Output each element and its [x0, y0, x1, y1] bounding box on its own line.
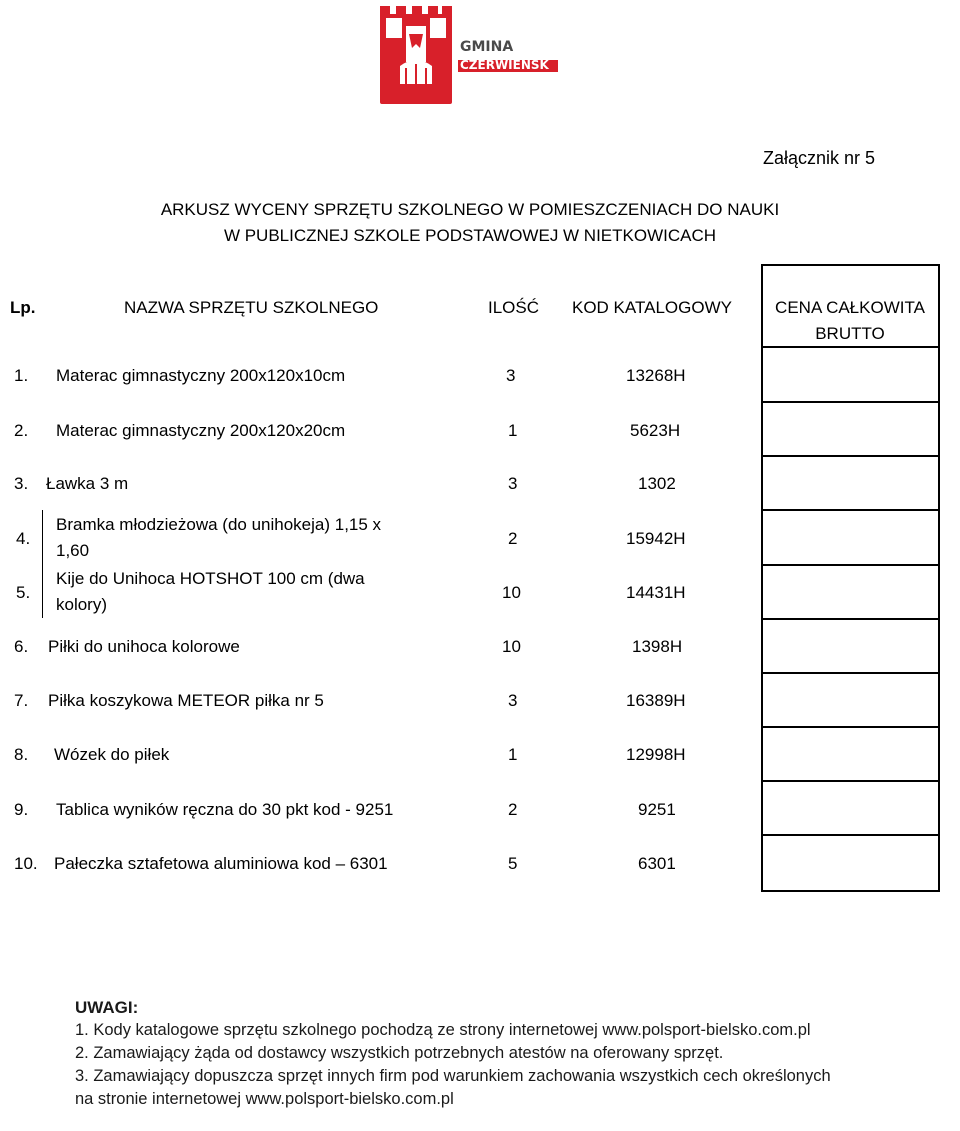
row-divider	[761, 618, 940, 620]
table-bottom-border	[761, 890, 940, 892]
row-5-qty: 10	[502, 583, 521, 602]
row-9-code: 9251	[638, 800, 676, 819]
header-price-line1: CENA CAŁKOWITA	[775, 298, 925, 317]
row-divider	[761, 564, 940, 566]
row-5-lp: 5.	[16, 583, 31, 602]
row-divider	[761, 509, 940, 511]
row-9-qty: 2	[508, 800, 518, 819]
logo-text-czerwiensk: CZERWIEŃSK	[460, 58, 549, 72]
header-qty: ILOŚĆ	[488, 298, 540, 317]
notes-heading: UWAGI:	[75, 998, 139, 1017]
coat-of-arms-icon	[376, 4, 566, 108]
row-3-lp: 3.	[14, 474, 29, 493]
row-divider	[761, 780, 940, 782]
row-6-name: Piłki do unihoca kolorowe	[48, 637, 240, 656]
header-name: NAZWA SPRZĘTU SZKOLNEGO	[124, 298, 379, 317]
row-2-name: Materac gimnastyczny 200x120x20cm	[56, 421, 346, 440]
row-6-qty: 10	[502, 637, 521, 656]
notes-section	[75, 996, 960, 1111]
equipment-table	[0, 264, 940, 892]
row-8-name: Wózek do piłek	[54, 745, 170, 764]
lp-column-divider	[42, 510, 43, 618]
row-2-qty: 1	[508, 421, 518, 440]
row-9-name: Tablica wyników ręczna do 30 pkt kod - 9251	[56, 800, 394, 819]
row-5-name-line2: kolory)	[56, 595, 108, 614]
row-7-code: 16389H	[626, 691, 686, 710]
price-column-right-border	[938, 264, 940, 892]
row-3-code: 1302	[638, 474, 676, 493]
row-4-name-line1: Bramka młodzieżowa (do unihokeja) 1,15 x	[56, 515, 382, 534]
document-title-line2: W PUBLICZNEJ SZKOLE PODSTAWOWEJ W NIETKOWICACH	[223, 226, 717, 245]
row-10-code: 6301	[638, 854, 676, 873]
price-column-top-border	[761, 264, 940, 266]
row-4-code: 15942H	[626, 529, 686, 548]
row-6-lp: 6.	[14, 637, 29, 656]
row-3-qty: 3	[508, 474, 518, 493]
note-1: 1. Kody katalogowe sprzętu szkolnego pochodzą ze strony internetowej www.polsport-bielsko.com.pl	[75, 1021, 811, 1039]
row-1-name: Materac gimnastyczny 200x120x10cm	[56, 366, 346, 385]
row-divider	[761, 672, 940, 674]
row-4-name-line2: 1,60	[56, 541, 90, 560]
row-2-lp: 2.	[14, 421, 29, 440]
row-10-qty: 5	[508, 854, 518, 873]
row-8-qty: 1	[508, 745, 518, 764]
row-2-code: 5623H	[630, 421, 681, 440]
row-1-lp: 1.	[14, 366, 29, 385]
row-7-qty: 3	[508, 691, 518, 710]
row-5-name-line1: Kije do Unihoca HOTSHOT 100 cm (dwa	[56, 569, 365, 588]
gmina-logo	[376, 4, 566, 108]
row-7-name: Piłka koszykowa METEOR piłka nr 5	[48, 691, 324, 710]
row-divider	[761, 455, 940, 457]
note-2: 2. Zamawiający żąda od dostawcy wszystkich potrzebnych atestów na oferowany sprzęt.	[75, 1044, 724, 1062]
row-4-lp: 4.	[16, 529, 31, 548]
header-bottom-border	[761, 346, 940, 348]
note-3-continued: na stronie internetowej www.polsport-bielsko.com.pl	[75, 1090, 454, 1108]
row-10-lp: 10.	[14, 854, 38, 873]
row-7-lp: 7.	[14, 691, 29, 710]
row-8-lp: 8.	[14, 745, 29, 764]
row-10-name: Pałeczka sztafetowa aluminiowa kod – 6301	[54, 854, 388, 873]
header-price-line2: BRUTTO	[815, 324, 885, 343]
document-title-line1: ARKUSZ WYCENY SPRZĘTU SZKOLNEGO W POMIESZCZENIACH DO NAUKI	[160, 200, 780, 219]
row-1-code: 13268H	[626, 366, 686, 385]
row-1-qty: 3	[506, 366, 516, 385]
header-lp: Lp.	[10, 298, 36, 317]
row-8-code: 12998H	[626, 745, 686, 764]
annex-label: Załącznik nr 5	[762, 148, 875, 168]
row-divider	[761, 834, 940, 836]
row-divider	[761, 401, 940, 403]
header-code: KOD KATALOGOWY	[572, 298, 732, 317]
note-3: 3. Zamawiający dopuszcza sprzęt innych firm pod warunkiem zachowania wszystkich cech określonych	[75, 1067, 831, 1085]
row-4-qty: 2	[508, 529, 518, 548]
row-3-name: Ławka 3 m	[46, 474, 129, 493]
row-divider	[761, 726, 940, 728]
row-9-lp: 9.	[14, 800, 29, 819]
row-6-code: 1398H	[632, 637, 683, 656]
price-column-left-border	[761, 264, 763, 892]
logo-text-gmina: GMINA	[460, 39, 514, 55]
row-5-code: 14431H	[626, 583, 686, 602]
